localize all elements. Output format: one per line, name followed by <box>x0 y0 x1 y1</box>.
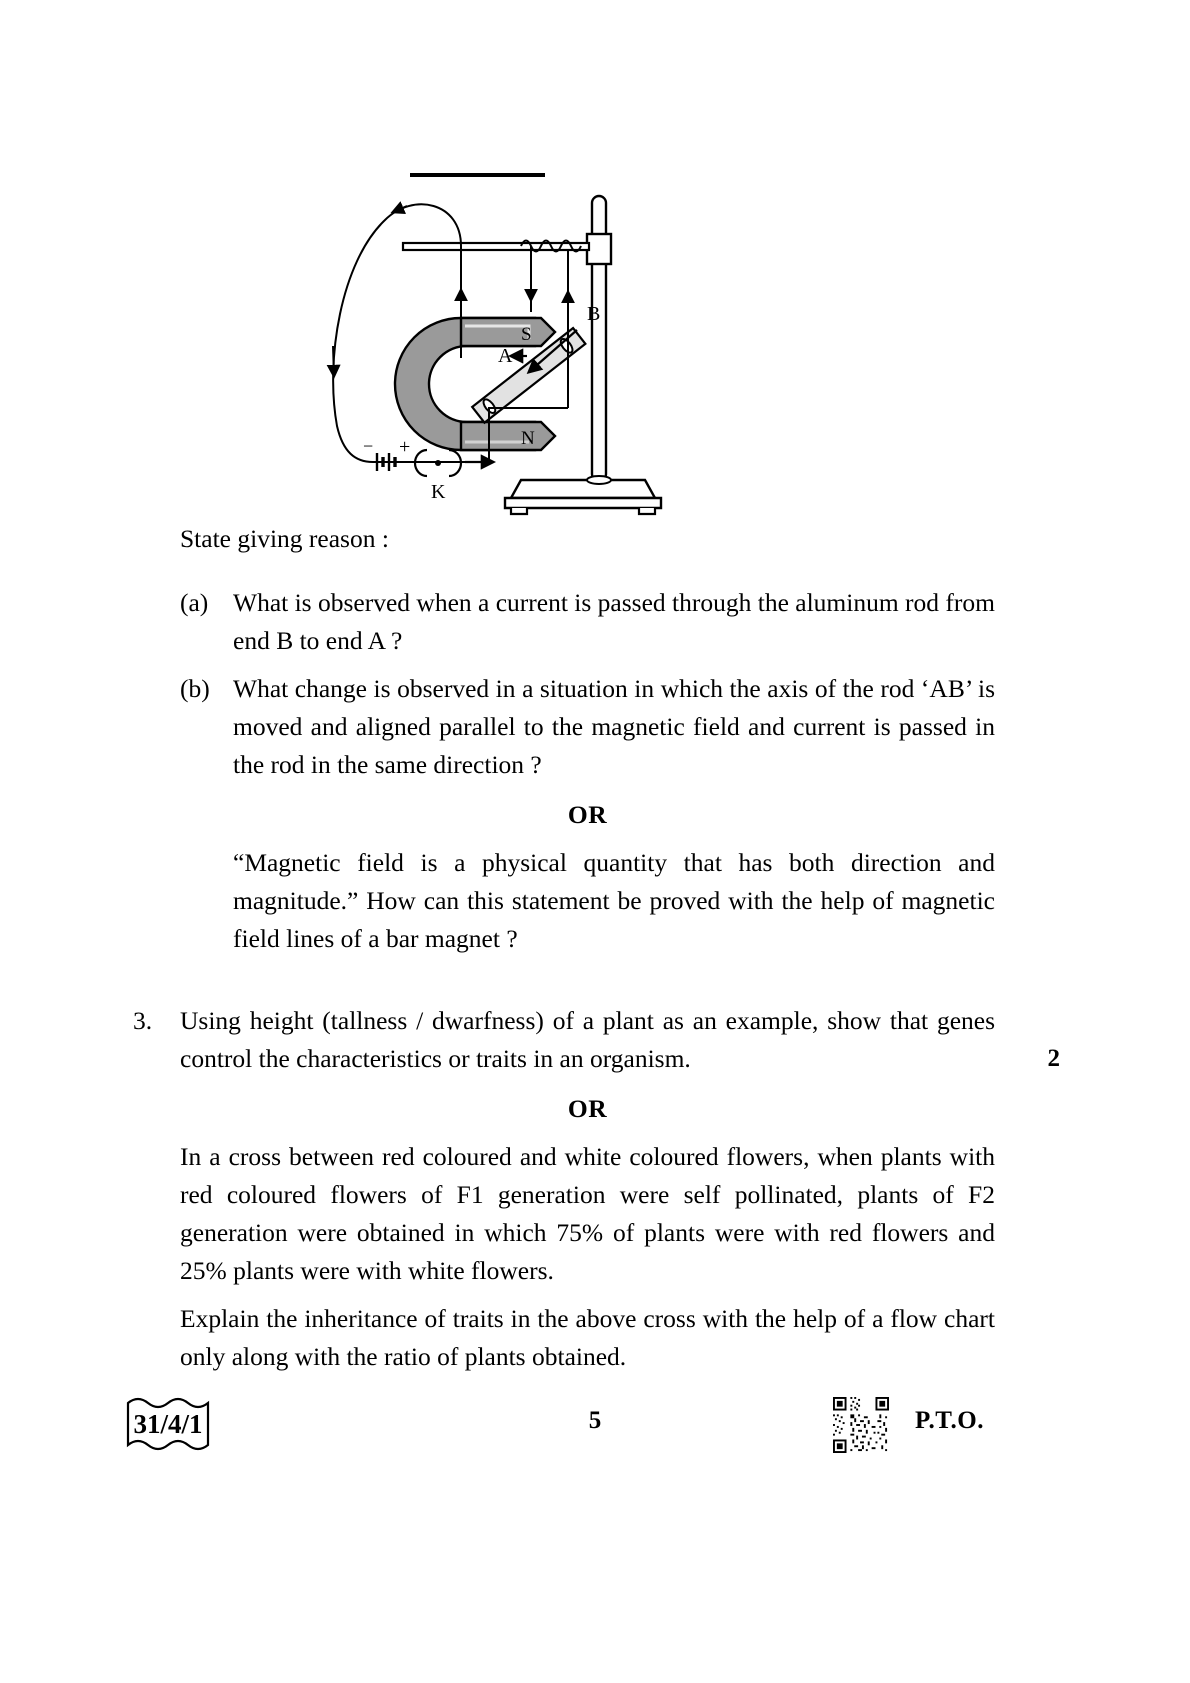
key-dot <box>435 460 441 466</box>
subitem-a-marker: (a) <box>180 588 209 617</box>
subitem-b-text: What change is observed in a situation in which the axis of the rod ‘AB’ is moved and aligned parallel to the magnetic field and current is passed in the rod in the same direction ? <box>233 674 995 779</box>
alt-question-1: “Magnetic field is a physical quantity that has both direction and magnitude.” How can this statement be proved with the help of magnetic field lines of a bar magnet ? <box>233 848 995 953</box>
question-3-text: Using height (tallness / dwarfness) of a plant as an example, show that genes control the characteristics or traits in an organism. <box>180 1006 995 1073</box>
paper-code-text: 31/4/1 <box>133 1408 203 1439</box>
page-footer <box>0 1395 1190 1475</box>
stand-base-top <box>511 480 655 498</box>
stand-foot-right <box>639 508 655 514</box>
qr-code-icon <box>833 1397 889 1453</box>
loop-arrow-left <box>333 346 334 376</box>
subitem-a <box>0 584 1190 660</box>
page-number: 5 <box>588 1407 602 1434</box>
or-divider-2: OR <box>567 1094 608 1123</box>
magnet-label-south: S <box>521 324 532 345</box>
stand-base-slab <box>505 498 661 508</box>
alt-question-3-para-1: In a cross between red coloured and white coloured flowers, when plants with red coloured flowers of F1 generation were self pollinated, plants of F2 generation were obtained in which 75% of plants were with red flowers and 25% plants were with white flowers. <box>180 1142 995 1285</box>
subitem-b <box>0 670 1190 784</box>
stand-rod-collar <box>587 476 611 484</box>
question-body <box>0 520 1190 1376</box>
magnet-rod-circuit-svg <box>315 150 875 530</box>
lead-instruction: State giving reason : <box>180 524 389 553</box>
alt-question-3-para-2: Explain the inheritance of traits in the above cross with the help of a flow chart only along with the ratio of plants obtained. <box>180 1304 995 1371</box>
figure-magnet-rod-circuit <box>0 150 1190 530</box>
pto-label: P.T.O. <box>915 1407 984 1434</box>
magnet-pole-south <box>461 318 555 346</box>
or-divider-1: OR <box>567 800 608 829</box>
loop-arrow-top <box>393 206 407 212</box>
subitem-a-text: What is observed when a current is passed through the aluminum rod from end B to end A ? <box>233 588 995 655</box>
question-3-number: 3. <box>133 1006 153 1035</box>
stand-foot-left <box>511 508 527 514</box>
horizontal-support-bar <box>403 241 589 252</box>
magnet-pole-north <box>461 422 555 450</box>
stand-clamp <box>587 234 611 264</box>
question-3-marks: 2 <box>1047 1045 1060 1072</box>
battery-negative-label: − <box>363 436 374 456</box>
key-label: K <box>431 481 446 503</box>
question-3 <box>0 1002 1190 1078</box>
subitem-b-marker: (b) <box>180 674 210 703</box>
battery-positive-label: + <box>399 436 411 458</box>
magnet-label-north: N <box>521 428 535 449</box>
rod-label-b: B <box>587 303 601 325</box>
rod-label-a: A <box>498 345 513 367</box>
